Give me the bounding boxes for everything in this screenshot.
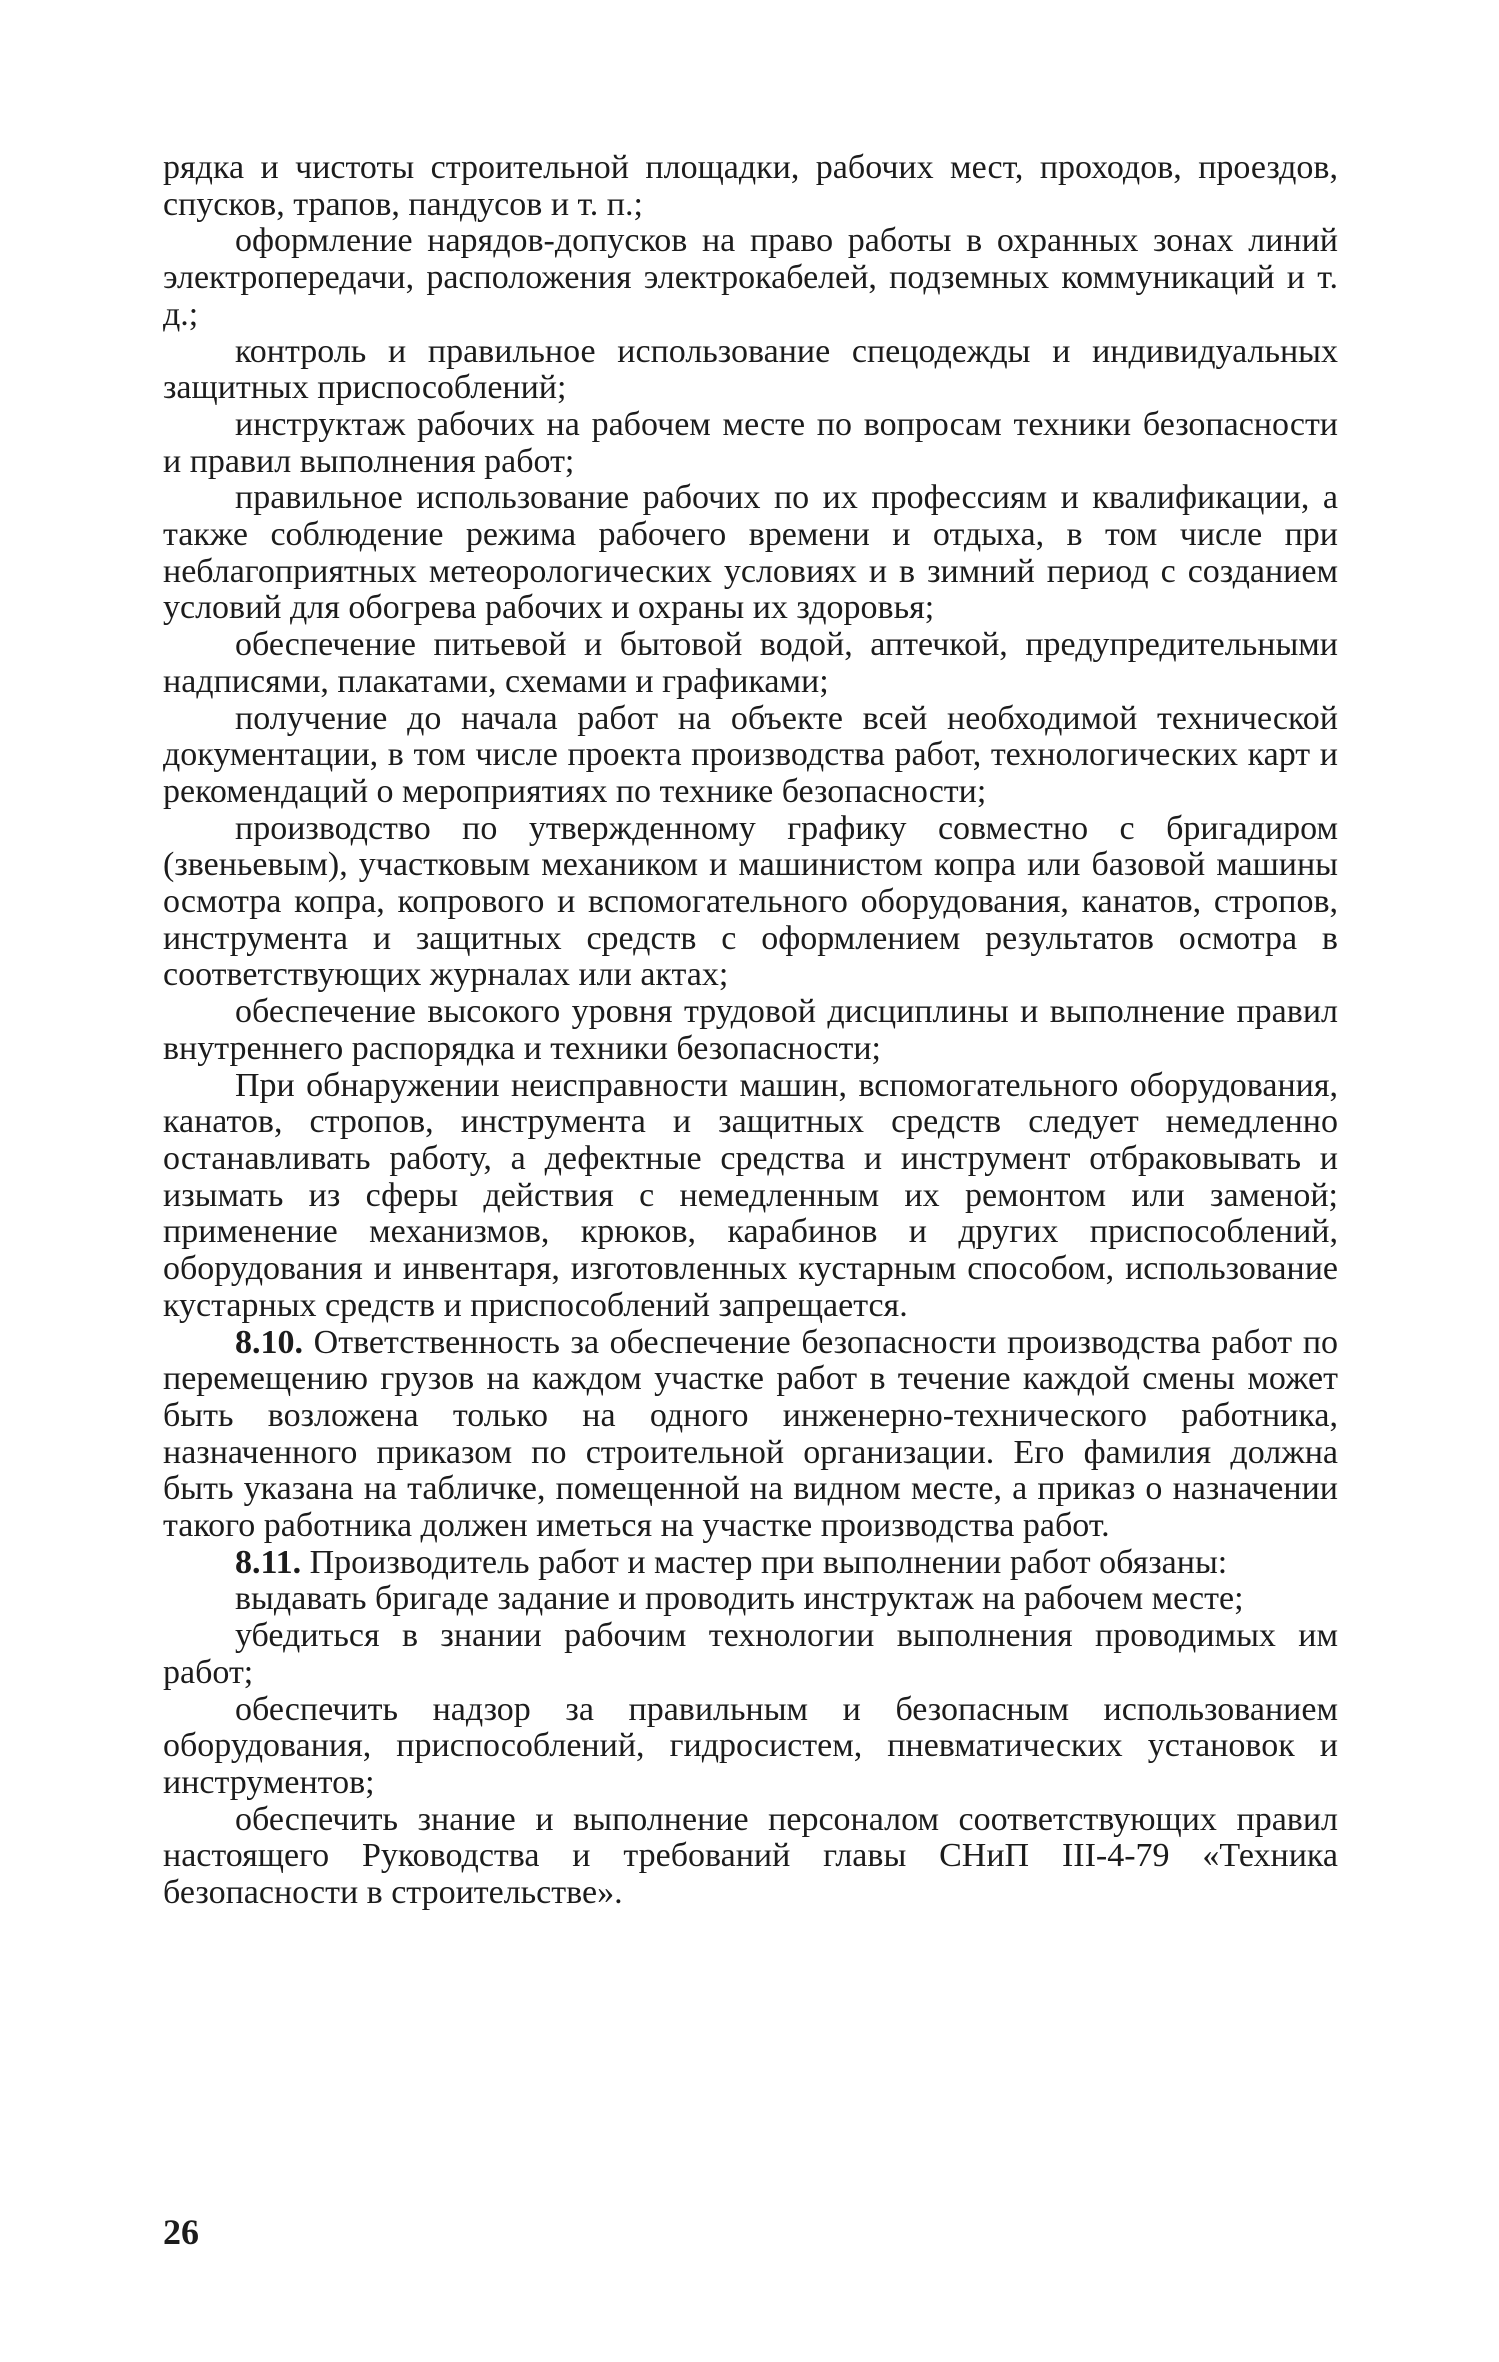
paragraph: убедиться в знании рабочим технологии выполнения проводимых им работ; (163, 1617, 1338, 1691)
section-number: 8.11. (235, 1543, 302, 1581)
section-8-10 (163, 1325, 1338, 1545)
section-text: Производитель работ и мастер при выполнении работ обязаны: (309, 1543, 1228, 1581)
paragraph: инструктаж рабочих на рабочем месте по вопросам техники безопасности и правил выполнения работ; (163, 405, 1338, 480)
paragraph: получение до начала работ на объекте всей необходимой технической документации, в том числе проекта производства работ, технологических карт и рекомендаций о мероприятиях по технике безопасности; (163, 699, 1338, 810)
paragraph: выдавать бригаде задание и проводить инструктаж на рабочем месте; (235, 1580, 1244, 1618)
page-body (163, 150, 1338, 1912)
paragraph: обеспечить надзор за правильным и безопасным использованием оборудования, приспособлений, гидросистем, пневматических установок и инструментов; (163, 1690, 1338, 1801)
section-8-11 (163, 1545, 1338, 1582)
paragraph: оформление нарядов-допусков на право работы в охранных зонах линий электропередачи, расположения электрокабелей, подземных коммуникаций и т. д.; (163, 222, 1338, 333)
page-number: 26 (163, 2212, 199, 2252)
paragraph: обеспечение высокого уровня трудовой дисциплины и выполнение правил внутреннего распорядка и техники безопасности; (163, 993, 1338, 1067)
paragraph: обеспечить знание и выполнение персоналом соответствующих правил настоящего Руководства и требований главы СНиП III-4-79 «Техника безопасности в строительстве». (163, 1800, 1338, 1912)
paragraph: производство по утвержденному графику совместно с бригадиром (звеньевым), участковым механиком и машинистом копра или базовой машины осмотра копра, копрового и вспомогательного оборудования, канатов, стропов, инструмента и защитных средств с оформлением результатов осмотра в соответствующих журналах или актах; (163, 809, 1338, 994)
paragraph: контроль и правильное использование спецодежды и индивидуальных защитных приспособлений; (163, 332, 1338, 407)
paragraph: правильное использование рабочих по их профессиям и квалификации, а также соблюдение режима рабочего времени и отдыха, в том числе при неблагоприятных метеорологических условиях и в зимний период с созданием условий для обогрева рабочих и охраны их здоровья; (163, 479, 1338, 627)
section-number: 8.10. (235, 1323, 303, 1361)
paragraph: рядка и чистоты строительной площадки, рабочих мест, проходов, проездов, спусков, трапов, пандусов и т. п.; (163, 149, 1338, 223)
paragraph: обеспечение питьевой и бытовой водой, аптечкой, предупредительными надписями, плакатами, схемами и графиками; (163, 626, 1338, 700)
section-text: Ответственность за обеспечение безопасности производства работ по перемещению грузов на каждом участке работ в течение каждой смены может быть возложена только на одного инженерно-технического работника, назначенного приказом по строительной организации. Его фамилия должна быть указана на табличке, помещенной на видном месте, а приказ о назначении такого работника должен иметься на участке производства работ. (163, 1323, 1339, 1545)
paragraph: При обнаружении неисправности машин, вспомогательного оборудования, канатов, стропов, инструмента и защитных средств следует немедленно останавливать работу, а дефектные средства и инструмент отбраковывать и изымать из сферы действия с немедленным их ремонтом или заменой; применение механизмов, крюков, карабинов и других приспособлений, оборудования и инвентаря, изготовленных кустарным способом, использование кустарных средств и приспособлений запрещается. (163, 1066, 1338, 1324)
